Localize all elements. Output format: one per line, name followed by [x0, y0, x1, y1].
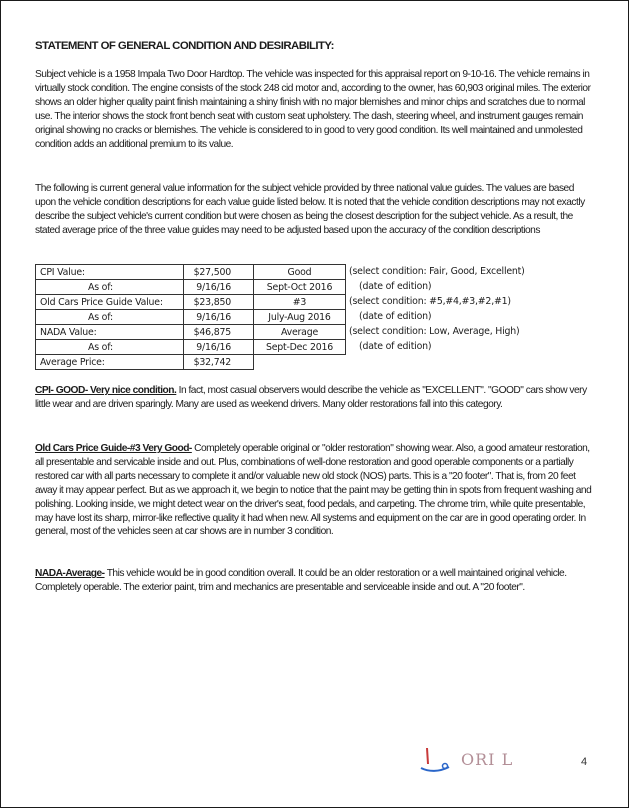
- nada-label: NADA Value:: [36, 325, 184, 340]
- average-value: $32,742: [184, 355, 254, 370]
- empty-cell: [254, 355, 346, 370]
- asof-date: 9/16/16: [184, 340, 254, 355]
- cpi-note: (select condition: Fair, Good, Excellent): [349, 266, 525, 277]
- table-row: [36, 355, 346, 370]
- table-row: [36, 340, 346, 355]
- asof-label: As of:: [36, 280, 184, 295]
- ocpg-definition-lead: Old Cars Price Guide-#3 Very Good-: [35, 443, 192, 454]
- ocpg-condition: #3: [254, 295, 346, 310]
- average-label: Average Price:: [36, 355, 184, 370]
- edition-note: (date of edition): [359, 281, 432, 292]
- ocpg-definition-paragraph: [35, 442, 595, 539]
- table-row: [36, 280, 346, 295]
- nada-value: $46,875: [184, 325, 254, 340]
- stamp-text: ORI L: [461, 750, 514, 769]
- table-row: [36, 295, 346, 310]
- table-row: [36, 325, 346, 340]
- ocpg-note: (select condition: #5,#4,#3,#2,#1): [349, 296, 511, 307]
- ocpg-value: $23,850: [184, 295, 254, 310]
- cpi-definition-paragraph: [35, 384, 595, 412]
- condition-notes: [349, 264, 599, 354]
- vehicle-description-paragraph: Subject vehicle is a 1958 Impala Two Door Hardtop. The vehicle was inspected for this appraisal report on 9-10-16. The vehicle remains in virtually stock condition. The engine consists of the stock 248 cid motor and, according to the owner, has 60,903 original miles. The exterior shows an older higher quality paint finish maintaining a shiny finish with no major blemishes and minor chips and scratches due to normal use. The interior shows the stock front bench seat with custom seat upholstery. The dash, steering wheel, and instrument gauges remain original showing no cracks or blemishes. The vehicle is considered to in good to very good condition. Its well maintained and unmolested condition adds an additional premium to its value.: [35, 69, 591, 150]
- cpi-definition-lead: CPI- GOOD- Very nice condition.: [35, 385, 177, 396]
- cpi-label: CPI Value:: [36, 265, 184, 280]
- nada-definition-lead: NADA-Average-: [35, 568, 105, 579]
- cpi-definition-body: In fact, most casual observers would describe the vehicle as "EXCELLENT". "GOOD" cars show very little wear and are driven sparingly. Many are used as weekend drivers. Many older restorations fall into this category.: [35, 385, 587, 410]
- value-guide-table: [35, 264, 346, 370]
- edition-date: July-Aug 2016: [254, 310, 346, 325]
- value-guides-intro-paragraph: The following is current general value information for the subject vehicle provided by three national value guides. The values are based upon the vehicle condition descriptions for each value guide listed below. It is noted that the vehicle condition descriptions may not exactly describe the subject vehicle's current condition but were chosen as being the closest description for the subject vehicle. As a result, the stated average price of the three value guides may need to be adjusted based upon the accuracy of the condition descriptions: [35, 183, 585, 236]
- table-row: [36, 310, 346, 325]
- cpi-value: $27,500: [184, 265, 254, 280]
- edition-note: (date of edition): [359, 311, 432, 322]
- asof-label: As of:: [36, 310, 184, 325]
- asof-date: 9/16/16: [184, 310, 254, 325]
- section-heading: STATEMENT OF GENERAL CONDITION AND DESIRABILITY:: [35, 40, 334, 52]
- nada-condition: Average: [254, 325, 346, 340]
- nada-note: (select condition: Low, Average, High): [349, 326, 520, 337]
- edition-date: Sept-Dec 2016: [254, 340, 346, 355]
- nada-definition-paragraph: [35, 567, 595, 595]
- table-row: [36, 265, 346, 280]
- asof-date: 9/16/16: [184, 280, 254, 295]
- edition-note: (date of edition): [359, 341, 432, 352]
- edition-date: Sept-Oct 2016: [254, 280, 346, 295]
- original-stamp: [419, 746, 529, 776]
- asof-label: As of:: [36, 340, 184, 355]
- page-number: 4: [581, 756, 588, 768]
- nada-definition-body: This vehicle would be in good condition overall. It could be an older restoration or a well maintained original vehicle. Completely operable. The exterior paint, trim and mechanics are presentable and serviceable inside and out. A "20 footer".: [35, 568, 567, 593]
- cpi-condition: Good: [254, 265, 346, 280]
- ocpg-label: Old Cars Price Guide Value:: [36, 295, 184, 310]
- ocpg-definition-body: Completely operable original or "older restoration" showing wear. Also, a good amateur restoration, all presentable and servicable inside and out. Plus, combinations of well-done restoration and good operable components or a partially restored car with all parts necessary to complete it and/or valuable new old stock (NOS) parts. This is a "20 footer". That is, from 20 feet away it may appear perfect. But as we approach it, we begin to notice that the paint may be getting thin in spots from frequent washing and polishing. Looking inside, we might detect wear on the driver's seat, food pedals, and carpeting. The chrome trim, while quite presentable, may have lost its sharp, mirror-like reflective quality it had when new. All systems and equipment on the car are in good operating order. In general, most of the vehicles seen at car shows are in number 3 condition.: [35, 443, 592, 538]
